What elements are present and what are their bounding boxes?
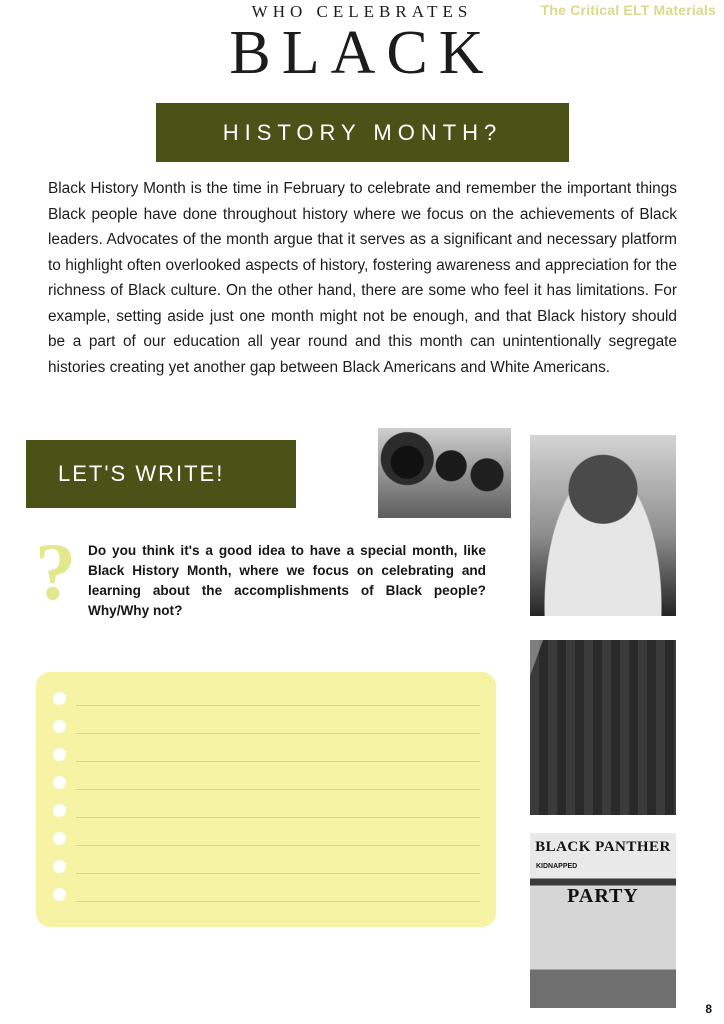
notepad-line[interactable] (76, 901, 480, 902)
lets-write-button[interactable] (26, 440, 296, 508)
answer-notepad[interactable] (36, 672, 496, 927)
question-mark-icon: ? (35, 526, 76, 617)
notepad-hole (53, 720, 66, 733)
poster-title: BLACK PANTHER (535, 839, 671, 855)
notepad-holes (48, 672, 70, 927)
notepad-hole (53, 888, 66, 901)
subtitle-banner (156, 103, 569, 162)
notepad-line[interactable] (76, 789, 480, 790)
body-paragraph: Black History Month is the time in February to celebrate and remember the important things Black people have done throughout history where we focus on the achievements of Black leaders. Advocates of the month argue that it serves as a significant and necessary platform to highlight often overlooked aspects of history, fostering awareness and appreciation for the richness of Black culture. On the other hand, there are some who feel it has limitations. For example, setting aside just one month might not be enough, and that Black history should be a part of our education all year round and this month can unintentionally segregate histories creating yet another gap between Black Americans and White Americans. (48, 180, 677, 376)
page-number: 8 (705, 1002, 712, 1016)
notepad-line[interactable] (76, 817, 480, 818)
page-title: BLACK (229, 19, 495, 87)
notepad-line[interactable] (76, 733, 480, 734)
brand-label: The Critical ELT Materials (540, 2, 716, 18)
writing-prompt: Do you think it's a good idea to have a special month, like Black History Month, where we focus on celebrating and learning about the accomplishments of Black people? Why/Why not? (88, 543, 486, 618)
photo-portrait (530, 435, 676, 616)
photo-march (530, 640, 676, 815)
poster-subtitle: PARTY (567, 885, 639, 907)
notepad-hole (53, 860, 66, 873)
notepad-hole (53, 748, 66, 761)
notepad-lines (76, 672, 480, 927)
photo-poster (530, 833, 676, 1008)
notepad-line[interactable] (76, 873, 480, 874)
notepad-hole (53, 832, 66, 845)
photo-crowd (378, 428, 511, 518)
notepad-hole (53, 692, 66, 705)
subtitle-text: HISTORY MONTH? (222, 119, 503, 145)
notepad-line[interactable] (76, 705, 480, 706)
page-kicker: WHO CELEBRATES (251, 2, 473, 21)
notepad-hole (53, 804, 66, 817)
notepad-line[interactable] (76, 845, 480, 846)
notepad-hole (53, 776, 66, 789)
poster-small-text: KIDNAPPED (536, 863, 578, 870)
notepad-line[interactable] (76, 761, 480, 762)
lets-write-label: LET'S WRITE! (58, 461, 225, 486)
